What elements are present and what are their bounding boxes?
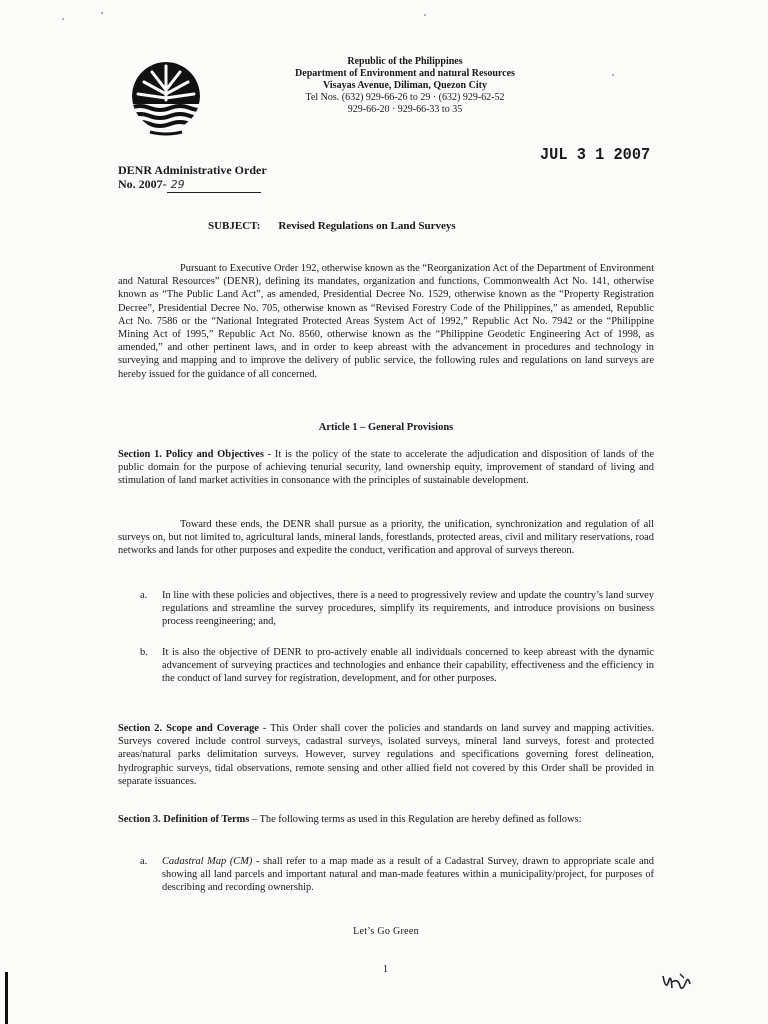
section-2-heading: Section 2. Scope and Coverage	[118, 723, 259, 734]
order-number-prefix: No. 2007-	[118, 177, 167, 191]
intro-paragraph: Pursuant to Executive Order 192, otherwise known as the “Reorganization Act of the Department of Environment and Natural Resources” (DENR), defining its mandates, organization and functions, Commonwealth Act No. 141, otherwise known as “The Public Land Act”, as amended, Presidential Decree No. 1529, otherwise known as the “Property Registration Decree”, Presidential Decree No. 705, otherwise known as “Revised Forestry Code of the Philippines,” as amended, Republic Act No. 7586 or the “National Integrated Protected Areas System Act of 1992,” Republic Act No. 7942 or the “Philippine Mining Act of 1995,” Republic Act No. 8560, otherwise known as the “Philippine Geodetic Engineering Act of 1998, as amended,” and other pertinent laws, and in order to keep abreast with the advancement in procedures and technology in surveying and mapping and to improve the delivery of public service, the following rules and regulations on land surveys are hereby issued for the guidance of all concerned.	[118, 263, 654, 380]
list-text: In line with these policies and objectives, there is a need to progressively review and update the country’s land survey regulations and streamline the survey procedures, simplify its requirements, and introduce provisions on business process reengineering; and,	[162, 590, 654, 628]
order-header	[118, 163, 267, 193]
page-number: 1	[383, 964, 388, 975]
footer-slogan: Let’s Go Green	[353, 926, 419, 937]
section-1-paragraph-2: Toward these ends, the DENR shall pursue as a priority, the unification, synchronization and regulation of all surveys on, but not limited to, agricultural lands, mineral lands, forestlands, protected areas, civil and military reservations, road networks and lands for other purposes and expedite the conduct, verification and approval of surveys thereon.	[118, 519, 654, 557]
scan-edge-mark	[5, 972, 8, 1024]
section-1	[118, 448, 654, 488]
section-1-text: - It is the policy of the state to accelerate the adjudication and disposition of lands of the public domain for the purpose of achieving tenurial security, land ownership equity, improvement of standard of living and stimulation of land market activities in consonance with the principles of sustainable development.	[118, 449, 654, 487]
letterhead-department: Department of Environment and natural Resources	[295, 68, 515, 79]
handwritten-initials-icon	[660, 970, 694, 996]
term-cadastral-map: Cadastral Map (CM)	[162, 856, 253, 867]
list-text	[162, 855, 654, 895]
list-item	[118, 646, 654, 686]
scan-speck	[62, 18, 64, 20]
section-3	[118, 813, 654, 826]
section-1-heading: Section 1. Policy and Objectives	[118, 449, 264, 460]
list-marker: b.	[140, 647, 148, 658]
letterhead-address: Visayas Avenue, Diliman, Quezon City	[323, 80, 487, 91]
scan-speck	[424, 14, 426, 16]
order-title: DENR Administrative Order	[118, 163, 267, 177]
subject-line	[208, 220, 456, 232]
letterhead-republic: Republic of the Philippines	[347, 56, 463, 67]
section-2	[118, 722, 654, 788]
article-heading: Article 1 – General Provisions	[318, 422, 454, 433]
scan-speck	[101, 12, 103, 14]
date-stamp: JUL 3 1 2007	[540, 146, 651, 165]
section-3-heading: Section 3. Definition of Terms	[118, 814, 250, 825]
list-marker: a.	[140, 856, 148, 867]
letterhead-tel-2: 929-66-20 · 929-66-33 to 35	[347, 104, 463, 115]
letterhead-tel: Tel Nos. (632) 929-66-26 to 29 · (632) 929-62-52	[305, 92, 505, 103]
subject-label: SUBJECT:	[208, 220, 261, 232]
scan-speck	[612, 74, 614, 76]
letterhead	[210, 56, 600, 116]
subject-text: Revised Regulations on Land Surveys	[278, 220, 456, 232]
term-definition: - shall refer to a map made as a result of a Cadastral Survey, drawn to appropriate scale and showing all land parcels and important natural and man-made features within a municipality/project, for purposes of describing and recording ownership.	[162, 856, 654, 894]
list-marker: a.	[140, 590, 148, 601]
order-number-handwritten: 29	[167, 178, 261, 193]
list-item	[118, 589, 654, 629]
list-item	[118, 855, 654, 895]
section-2-text: - This Order shall cover the policies and standards on land survey and mapping activities. Surveys covered include control surveys, cadastral surveys, isolated surveys, mineral land surveys, forest and protected areas/natural parks delimitation surveys. However, survey regulations and specifications governing forest delineation, hydrographic surveys, tidal observations, remote sensing and other allied field not covered by this Order shall be provided in separate issuances.	[118, 723, 654, 787]
list-text: It is also the objective of DENR to pro-actively enable all individuals concerned to keep abreast with the dynamic advancement of surveying practices and technologies and enhance their capability, effectiveness and the efficiency in the conduct of land survey for registration, development, and for other purposes.	[162, 647, 654, 685]
section-3-text: – The following terms as used in this Regulation are hereby defined as follows:	[249, 814, 582, 825]
denr-logo-icon	[126, 60, 206, 136]
order-number	[118, 177, 267, 193]
